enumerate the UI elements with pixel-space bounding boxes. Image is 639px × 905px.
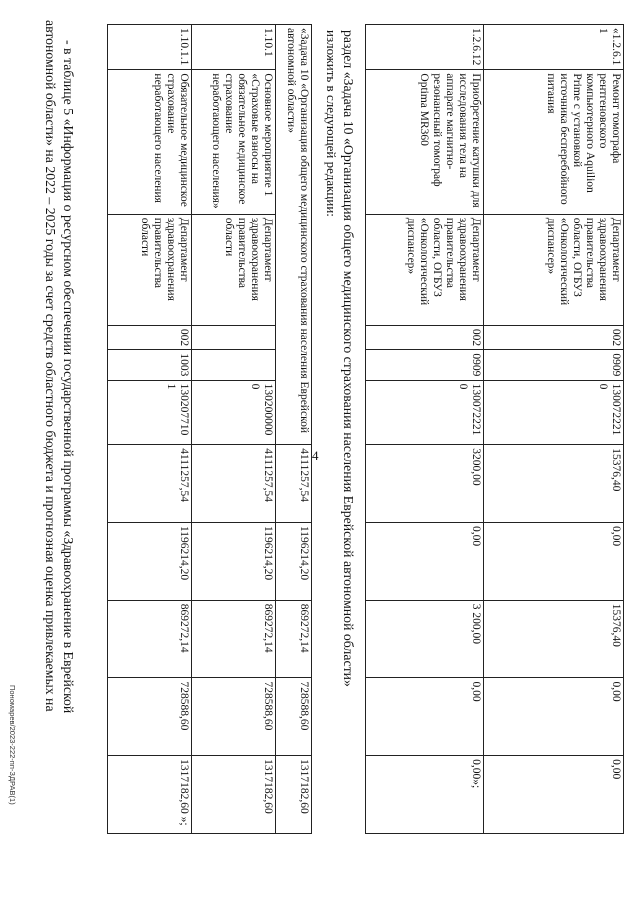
cell-grbs: 002 xyxy=(108,325,192,349)
cell-total: 4111257,54 xyxy=(276,445,312,523)
table-row xyxy=(484,25,624,834)
cell-2025: 0,00»; xyxy=(366,756,484,834)
cell-2022: 1196214,20 xyxy=(108,522,192,600)
task-title: «Задача 10 «Организация общего медицинского страхования населения Еврейской автономной области» xyxy=(276,25,312,445)
cell-cs: 130200000 0 xyxy=(192,380,276,445)
cell-2025: 1317182,60 xyxy=(276,756,312,834)
table-row xyxy=(366,25,484,834)
cell-executor: Департамент здравоохранения правительства области, ОГБУЗ «Онкологический диспансер» xyxy=(484,214,624,325)
cell-name: Ремонт томографа рентгеновского компьютерного Aquilion Prime с установкой источника бесперебойного питания xyxy=(484,70,624,214)
cell-num: 1.10.1.1 xyxy=(108,25,192,70)
cell-cs: 130207710 1 xyxy=(108,380,192,445)
cell-2022: 0,00 xyxy=(484,522,624,600)
table-row xyxy=(108,25,192,834)
table-row xyxy=(192,25,276,834)
cell-num: «1.2.6.1 1 xyxy=(484,25,624,70)
cell-2025: 1317182,60 xyxy=(192,756,276,834)
cell-name: Приобретение катушки для исследования тела на аппарате магнитно-резонансный томограф Optima MR360 xyxy=(366,70,484,214)
table-task-10 xyxy=(107,24,312,834)
document-stamp: Пономарев/2023-222-пп-ЗДРАВ(1) xyxy=(8,685,17,805)
cell-2022: 0,00 xyxy=(366,522,484,600)
cell-2023: 869272,14 xyxy=(192,600,276,678)
cell-grbs: 002 xyxy=(366,325,484,349)
cell-cs: 130072221 0 xyxy=(484,380,624,445)
cell-grbs xyxy=(192,325,276,349)
table-program-items xyxy=(365,24,624,834)
cell-executor: Департамент здравоохранения правительства области xyxy=(192,214,276,325)
cell-total: 3200,00 xyxy=(366,445,484,523)
cell-name: Обязательное медицинское страхование неработающего населения xyxy=(108,70,192,214)
cell-2022: 1196214,20 xyxy=(192,522,276,600)
cell-2025: 0,00 xyxy=(484,756,624,834)
cell-2024: 728588,60 xyxy=(192,678,276,756)
cell-2025: 1317182,60 »; xyxy=(108,756,192,834)
cell-2023: 15376,40 xyxy=(484,600,624,678)
cell-num: 1.10.1 xyxy=(192,25,276,70)
cell-total: 4111257,54 xyxy=(108,445,192,523)
cell-name: Основное мероприятие 1 «Страховые взносы на обязательное медицинское страхование неработающего населения» xyxy=(192,70,276,214)
cell-rz: 1003 xyxy=(108,350,192,380)
cell-2023: 3 200,00 xyxy=(366,600,484,678)
cell-num: 1.2.6.12 xyxy=(366,25,484,70)
cell-total: 4111257,54 xyxy=(192,445,276,523)
section-text-line2: изложить в следующей редакции: xyxy=(324,30,339,217)
cell-rz xyxy=(192,350,276,380)
cell-2023: 869272,14 xyxy=(108,600,192,678)
cell-2024: 0,00 xyxy=(366,678,484,756)
cell-2023: 869272,14 xyxy=(276,600,312,678)
cell-cs: 130072221 0 xyxy=(366,380,484,445)
cell-rz: 0909 xyxy=(366,350,484,380)
cell-rz: 0909 xyxy=(484,350,624,380)
bottom-text-line2: автономной области» на 2022 – 2025 годы за счет средств областного бюджета и прогнозная оценка привлекаемых на xyxy=(43,20,58,712)
bottom-text-line1: - в таблице 5 «Информация о ресурсном обеспечении государственной программы «Здравоохранение в Еврейской xyxy=(61,40,76,714)
cell-executor: Департамент здравоохранения правительства области xyxy=(108,214,192,325)
cell-2024: 728588,60 xyxy=(108,678,192,756)
cell-2024: 728588,60 xyxy=(276,678,312,756)
cell-grbs: 002 xyxy=(484,325,624,349)
section-text-line1: раздел «Задача 10 «Организация общего медицинского страхования населения Еврейской автономной области» xyxy=(341,30,356,687)
task-row xyxy=(276,25,312,834)
cell-total: 15376,40 xyxy=(484,445,624,523)
cell-executor: Департамент здравоохранения правительства области, ОГБУЗ «Онкологический диспансер» xyxy=(366,214,484,325)
page-number: 4 xyxy=(312,448,319,463)
cell-2024: 0,00 xyxy=(484,678,624,756)
cell-2022: 1196214,20 xyxy=(276,522,312,600)
